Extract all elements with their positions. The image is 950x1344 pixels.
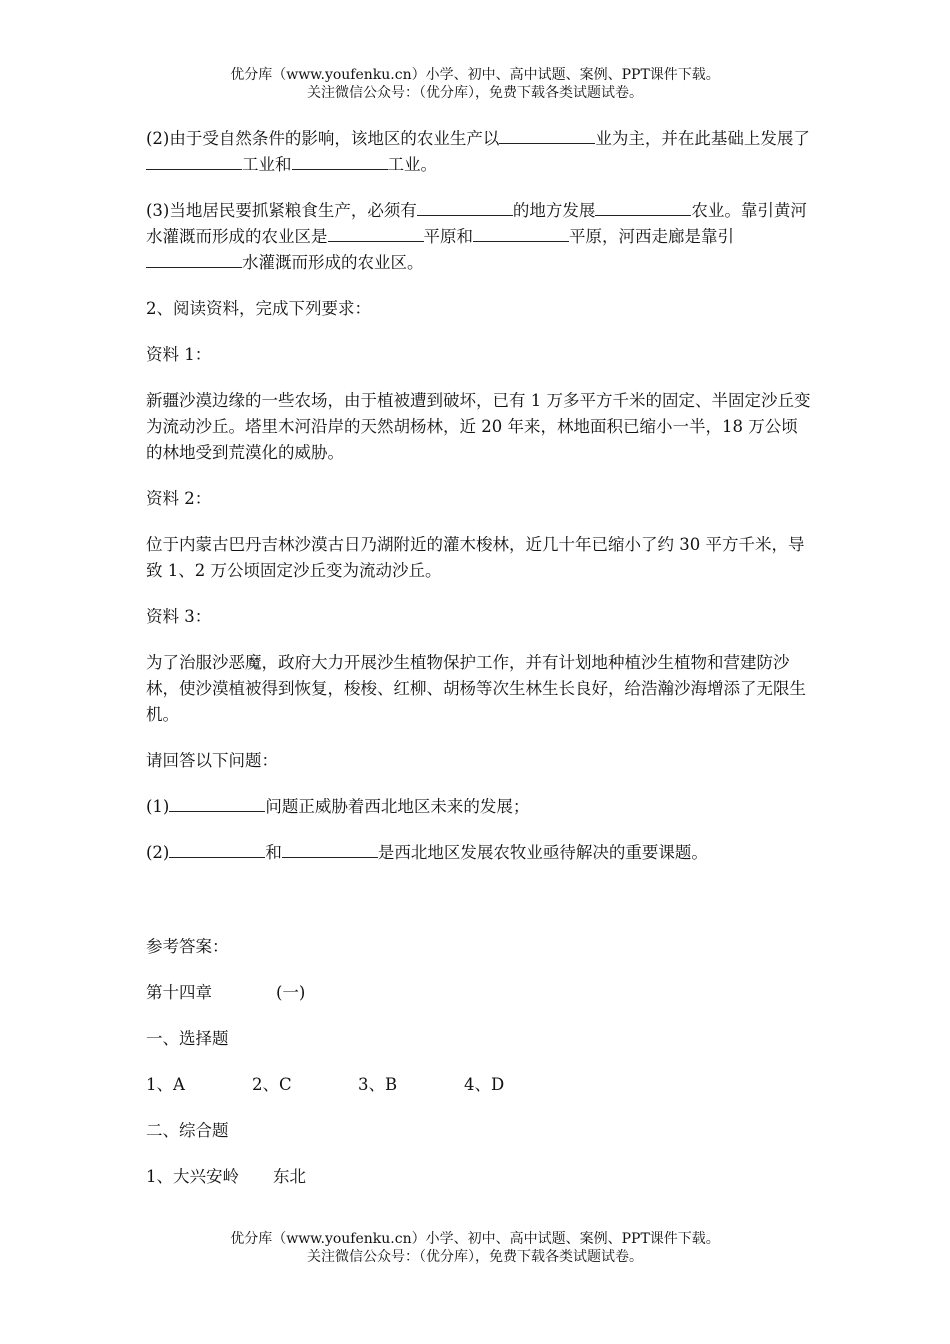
choice-answers (146, 1072, 811, 1098)
header-line-1: 优分库（www.youfenku.cn）小学、初中、高中试题、案例、PPT课件下载。 (230, 67, 720, 83)
question-1-2: (2)由于受自然条件的影响，该地区的农业生产以 业为主，并在此基础上发展了工业和 工业。 (146, 129, 810, 174)
footer-line-2: 关注微信公众号：（优分库），免费下载各类试题试卷。 (307, 1249, 643, 1265)
material-3-label: 资料 3： (146, 607, 212, 626)
choice-answer: 3、B (358, 1075, 398, 1094)
material-1-label: 资料 1： (146, 345, 212, 364)
choice-answer: 4、D (464, 1075, 505, 1094)
section-choice-heading: 一、选择题 (146, 1029, 229, 1048)
sub-question-1: (1) 问题正威胁着西北地区未来的发展； (146, 797, 530, 816)
question-2-title: 2、阅读资料，完成下列要求： (146, 299, 371, 318)
answer-blank[interactable] (169, 841, 265, 858)
page-header (0, 66, 950, 102)
answer-blank[interactable] (146, 251, 242, 268)
material-3-text: 为了治服沙恶魔，政府大力开展沙生植物保护工作，并有计划地种植沙生植物和营建防沙林，使沙漠植被得到恢复，梭梭、红柳、胡杨等次生林生长良好，给浩瀚沙海增添了无限生机。 (146, 653, 806, 724)
question-1-3: (3)当地居民要抓紧粮食生产，必须有 的地方发展 农业。靠引黄河水灌溉而形成的农业区是 平原和 平原，河西走廊是靠引水灌溉而形成的农业区。 (146, 201, 807, 272)
choice-answer: 1、A (146, 1075, 185, 1094)
material-2-text: 位于内蒙古巴丹吉林沙漠古日乃湖附近的灌木梭林，近几十年已缩小了约 30 平方千米，导致 1、2 万公顷固定沙丘变为流动沙丘。 (146, 535, 805, 580)
answer-blank[interactable] (499, 127, 595, 144)
answer-blank[interactable] (595, 199, 691, 216)
question-prompt: 请回答以下问题： (146, 751, 278, 770)
sub-question-2: (2) 和 是西北地区发展农牧业亟待解决的重要课题。 (146, 843, 708, 862)
chapter-heading: 第十四章 (一) (146, 983, 306, 1002)
answer-blank[interactable] (328, 225, 424, 242)
document-body (146, 126, 811, 1210)
answer-blank[interactable] (169, 795, 265, 812)
choice-answer: 2、C (252, 1075, 292, 1094)
section-comprehensive-heading: 二、综合题 (146, 1121, 229, 1140)
answers-title: 参考答案： (146, 937, 229, 956)
page-footer (0, 1230, 950, 1266)
answer-blank[interactable] (473, 225, 569, 242)
answer-blank[interactable] (282, 841, 378, 858)
footer-line-1: 优分库（www.youfenku.cn）小学、初中、高中试题、案例、PPT课件下载。 (230, 1231, 720, 1247)
material-1-text: 新疆沙漠边缘的一些农场，由于植被遭到破坏，已有 1 万多平方千米的固定、半固定沙丘变为流动沙丘。塔里木河沿岸的天然胡杨林，近 20 年来，林地面积已缩小一半，18 万公顷的林地受到荒漠化的威胁。 (146, 391, 811, 462)
material-2-label: 资料 2： (146, 489, 212, 508)
comprehensive-answer-1: 1、大兴安岭 东北 (146, 1167, 306, 1186)
answer-blank[interactable] (292, 153, 388, 170)
answer-blank[interactable] (146, 153, 242, 170)
answer-blank[interactable] (417, 199, 513, 216)
header-line-2: 关注微信公众号：（优分库），免费下载各类试题试卷。 (307, 85, 643, 101)
